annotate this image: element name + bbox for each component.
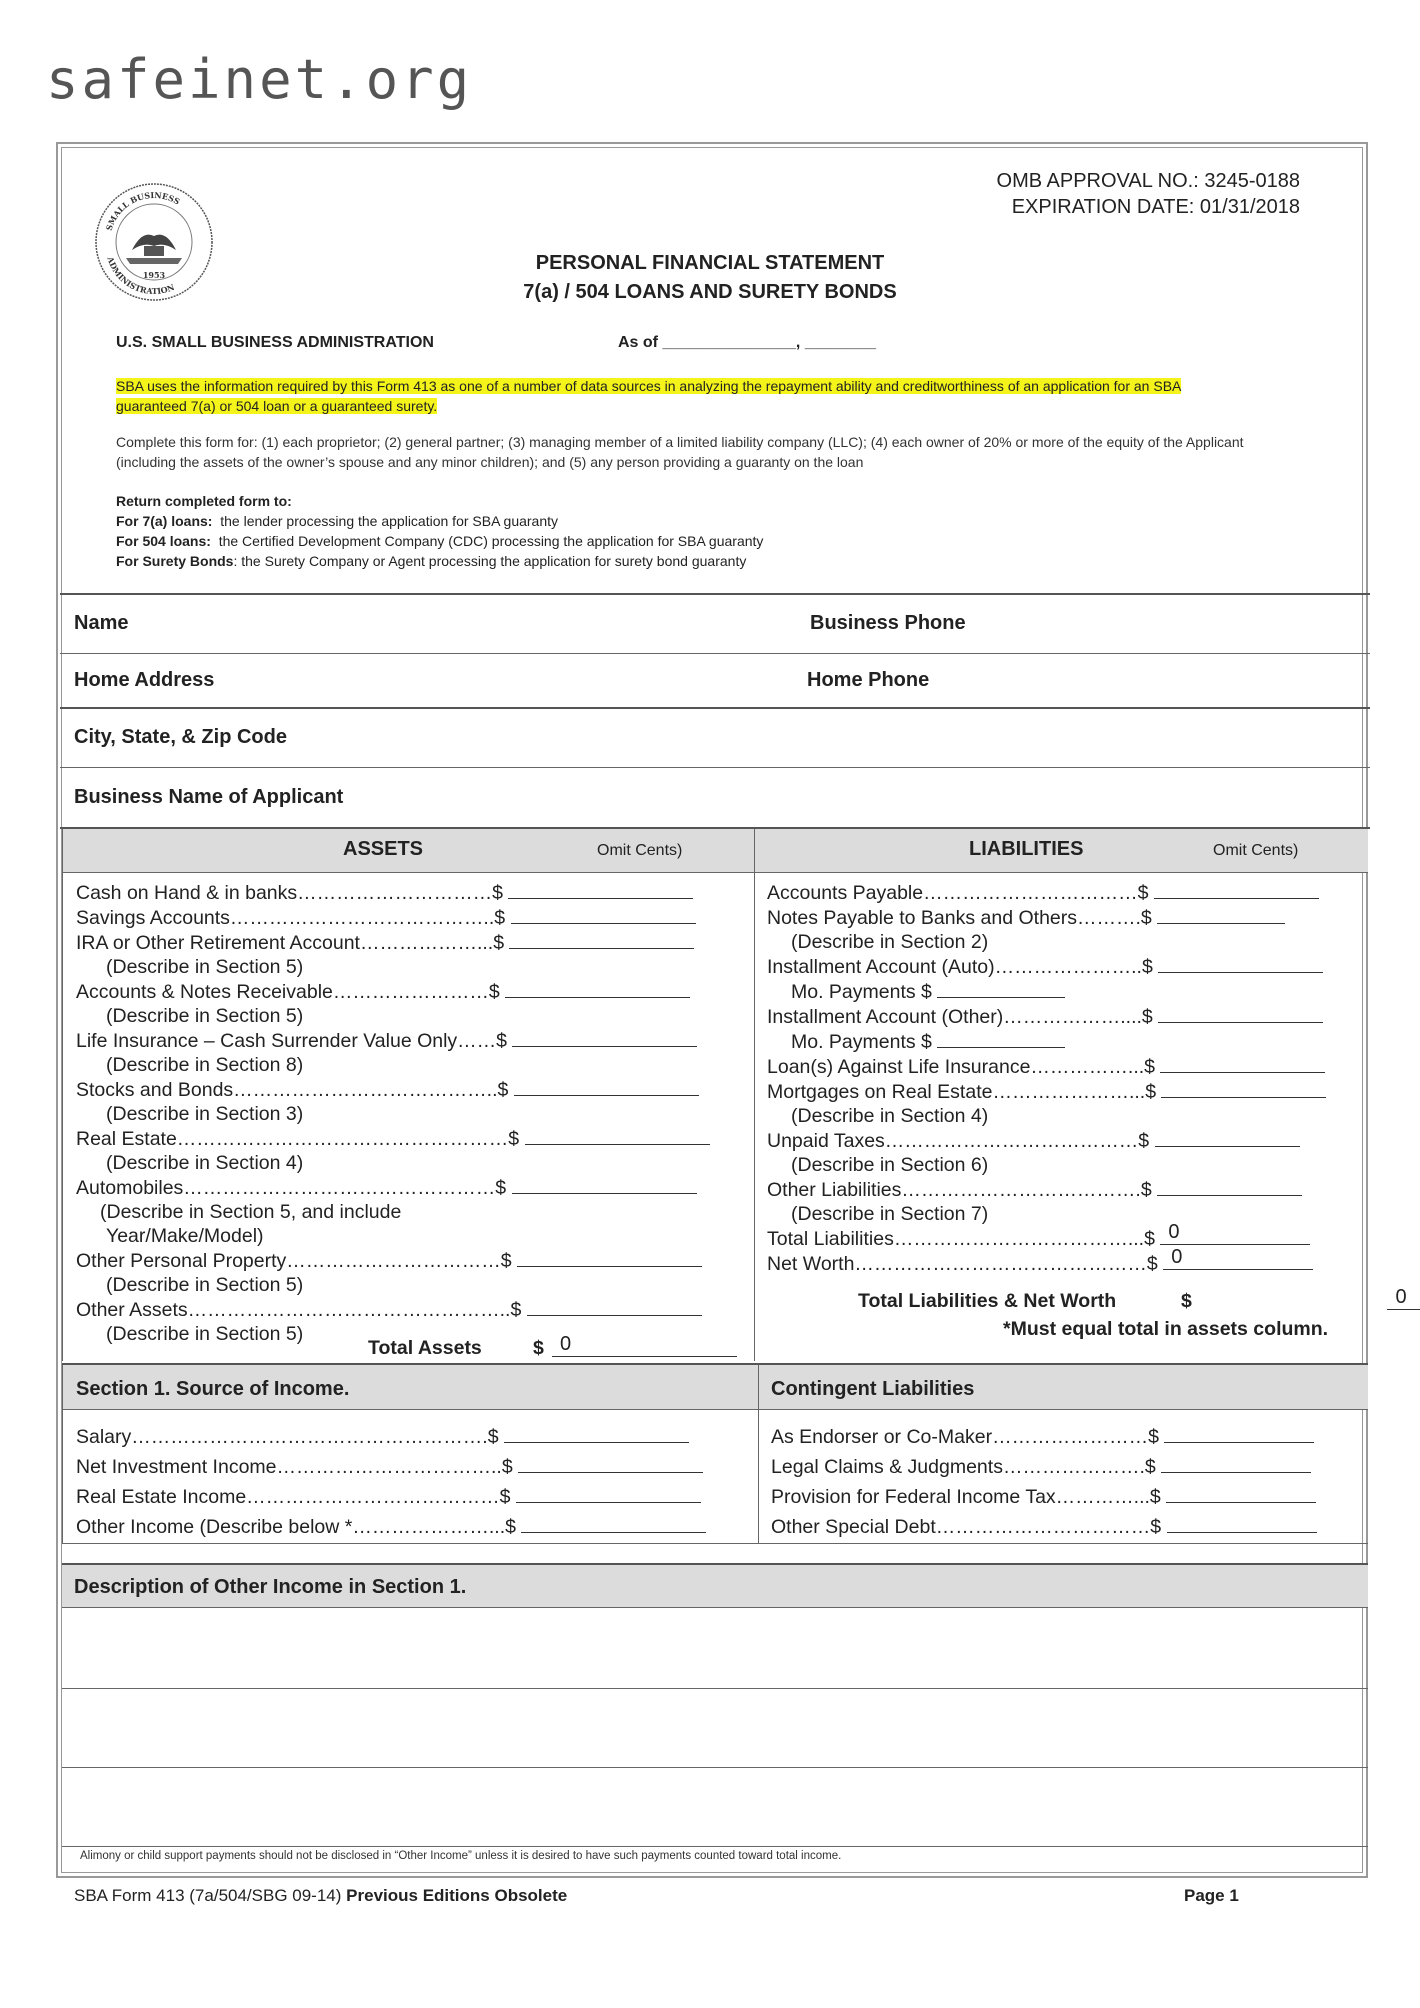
liability-line: Unpaid Taxes…………………………………$ [767, 1128, 1326, 1153]
business-phone-label: Business Phone [810, 612, 966, 634]
other-income-row-2[interactable] [62, 1690, 1368, 1768]
liabilities-header: LIABILITIES [969, 838, 1084, 860]
return-surety: For Surety Bonds: the Surety Company or Agent processing the application for surety bond guaranty [116, 553, 747, 569]
notes-payable-input[interactable] [1157, 905, 1285, 924]
life-insurance-input[interactable] [512, 1028, 697, 1047]
contingent-list [771, 1422, 1317, 1542]
svg-text:SMALL BUSINESS [104, 190, 182, 232]
mortgages-input[interactable] [1161, 1079, 1326, 1098]
legal-claims-input[interactable] [1161, 1454, 1311, 1473]
total-assets-label: Total Assets [368, 1337, 482, 1359]
installment-other-input[interactable] [1158, 1004, 1323, 1023]
contingent-line: Provision for Federal Income Tax…………...$ [771, 1482, 1317, 1512]
income-line: Other Income (Describe below *…………………...$ [76, 1512, 706, 1542]
liability-line: Installment Account (Other)………………....$ [767, 1004, 1326, 1029]
total-liabilities-input[interactable]: 0 [1160, 1226, 1310, 1245]
name-label: Name [74, 612, 129, 634]
section1-header: Section 1. Source of Income. [76, 1378, 350, 1400]
unpaid-taxes-input[interactable] [1155, 1128, 1300, 1147]
accounts-payable-input[interactable] [1154, 880, 1319, 899]
asset-note: (Describe in Section 5, and include [100, 1201, 402, 1223]
footer-page-number: Page 1 [1184, 1886, 1239, 1905]
return-504: For 504 loans: the Certified Development Company (CDC) processing the application for SBA guaranty [116, 533, 764, 549]
asset-line: Life Insurance – Cash Surrender Value Only……$ [76, 1028, 710, 1053]
contingent-line: As Endorser or Co-Maker……………………$ [771, 1422, 1317, 1452]
liability-line: Other Liabilities……………………………….$ [767, 1177, 1326, 1202]
liability-note: (Describe in Section 6) [791, 1154, 989, 1176]
asset-line: IRA or Other Retirement Account………………...$ [76, 930, 710, 955]
life-loans-input[interactable] [1160, 1054, 1325, 1073]
liability-note: (Describe in Section 7) [791, 1203, 989, 1225]
complete-for-instructions: Complete this form for: (1) each proprietor; (2) general partner; (3) managing member of a limited liability company (LLC); (4) each owner of 20% or more of the equity of the Applicant (including the assets of the owner’s spouse and any minor children); and (5) any person providing a guaranty on the loan [116, 434, 1244, 470]
liability-line: Mortgages on Real Estate…………………...$ [767, 1079, 1326, 1104]
watermark: safeinet.org [46, 48, 473, 111]
liability-note: (Describe in Section 4) [791, 1105, 989, 1127]
city-state-zip-input[interactable] [330, 716, 1350, 756]
form-subtitle: 7(a) / 504 LOANS AND SURETY BONDS [523, 281, 897, 303]
business-name-input[interactable] [390, 776, 1350, 816]
total-assets-dollar: $ [533, 1337, 544, 1359]
liability-line: Accounts Payable……………………………$ [767, 880, 1326, 905]
must-equal-note: *Must equal total in assets column. [1003, 1318, 1329, 1340]
asset-line: Real Estate……………………………………………$ [76, 1126, 710, 1151]
omb-approval: OMB APPROVAL NO.: 3245-0188 [996, 170, 1300, 192]
asset-note: (Describe in Section 8) [106, 1054, 304, 1076]
liability-line: Mo. Payments $ [767, 979, 1326, 1004]
salary-input[interactable] [504, 1424, 689, 1443]
business-phone-input[interactable] [1000, 604, 1350, 644]
as-of-date: As of _______________, ________ [618, 334, 876, 351]
assets-omit-cents: Omit Cents) [597, 842, 683, 859]
income-line: Net Investment Income……………………………..$ [76, 1452, 706, 1482]
asset-line: Other Assets…………………………………………..$ [76, 1297, 710, 1322]
other-payments-input[interactable] [937, 1029, 1065, 1048]
liability-line: Net Worth………………………………………$ 0 [767, 1251, 1326, 1276]
home-phone-label: Home Phone [807, 669, 930, 691]
form-title: PERSONAL FINANCIAL STATEMENT [535, 252, 885, 274]
liabilities-omit-cents: Omit Cents) [1213, 842, 1299, 859]
other-income-row-3[interactable] [62, 1769, 1368, 1847]
ira-input[interactable] [509, 930, 694, 949]
liability-line: Mo. Payments $ [767, 1029, 1326, 1054]
business-name-label: Business Name of Applicant [74, 786, 344, 808]
total-liab-networth-dollar: $ [1181, 1290, 1192, 1312]
liabilities-list [767, 880, 1326, 1276]
footer-form-id: SBA Form 413 (7a/504/SBG 09-14) Previous Editions Obsolete [74, 1886, 568, 1905]
liability-line: Total Liabilities………………………………...$ 0 [767, 1226, 1326, 1251]
liability-line: Notes Payable to Banks and Others……….$ [767, 905, 1326, 930]
asset-note: (Describe in Section 3) [106, 1103, 304, 1125]
real-estate-income-input[interactable] [516, 1484, 701, 1503]
contingent-line: Legal Claims & Judgments………………….$ [771, 1452, 1317, 1482]
liability-line: Loan(s) Against Life Insurance……………...$ [767, 1054, 1326, 1079]
auto-payments-input[interactable] [937, 979, 1065, 998]
asset-line: Stocks and Bonds…………………………………..$ [76, 1077, 710, 1102]
income-line: Real Estate Income…………………………………$ [76, 1482, 706, 1512]
other-assets-input[interactable] [527, 1297, 702, 1316]
federal-tax-input[interactable] [1166, 1484, 1316, 1503]
asset-line: Other Personal Property……………………………$ [76, 1248, 710, 1273]
asset-note: (Describe in Section 5) [106, 1323, 304, 1345]
assets-list [76, 880, 710, 1346]
other-income-header: Description of Other Income in Section 1. [74, 1576, 467, 1598]
investment-income-input[interactable] [518, 1454, 703, 1473]
total-assets-input[interactable]: 0 [552, 1338, 737, 1357]
asset-note: (Describe in Section 5) [106, 1005, 304, 1027]
income-line: Salary……………………………………………….$ [76, 1422, 706, 1452]
other-income-input[interactable] [521, 1514, 706, 1533]
receivables-input[interactable] [505, 979, 690, 998]
stocks-input[interactable] [514, 1077, 699, 1096]
seal-text-bottom: ADMINISTRATION [105, 255, 176, 297]
total-liab-networth-input[interactable]: 0 [1387, 1291, 1420, 1310]
income-list [76, 1422, 706, 1542]
city-state-zip-label: City, State, & Zip Code [74, 726, 287, 748]
installment-auto-input[interactable] [1158, 954, 1323, 973]
asset-note: (Describe in Section 4) [106, 1152, 304, 1174]
automobiles-input[interactable] [512, 1175, 697, 1194]
contingent-line: Other Special Debt……………………………$ [771, 1512, 1317, 1542]
real-estate-input[interactable] [525, 1126, 710, 1145]
personal-property-input[interactable] [517, 1248, 702, 1267]
liability-note: (Describe in Section 2) [791, 931, 989, 953]
special-debt-input[interactable] [1167, 1514, 1317, 1533]
asset-line: Cash on Hand & in banks…………………………$ [76, 880, 710, 905]
name-input[interactable] [190, 604, 780, 644]
cash-input[interactable] [508, 880, 693, 899]
agency-name: U.S. SMALL BUSINESS ADMINISTRATION [116, 334, 434, 351]
asset-line: Automobiles…………………………………………$ [76, 1175, 710, 1200]
net-worth-input[interactable]: 0 [1163, 1251, 1313, 1270]
savings-input[interactable] [511, 905, 696, 924]
return-title: Return completed form to: [116, 493, 292, 509]
home-address-label: Home Address [74, 669, 215, 691]
return-7a: For 7(a) loans: the lender processing the application for SBA guaranty [116, 513, 559, 529]
asset-line: Accounts & Notes Receivable……………………$ [76, 979, 710, 1004]
seal-year: 1953 [142, 270, 166, 280]
asset-note: (Describe in Section 5) [106, 1274, 304, 1296]
other-income-row-1[interactable] [62, 1609, 1368, 1687]
home-phone-input[interactable] [960, 660, 1350, 700]
assets-header: ASSETS [343, 838, 424, 860]
asset-line: Savings Accounts…………………………………..$ [76, 905, 710, 930]
other-liabilities-input[interactable] [1157, 1177, 1302, 1196]
asset-note: Year/Make/Model) [106, 1225, 264, 1247]
liability-line: Installment Account (Auto)…………………..$ [767, 954, 1326, 979]
purpose-statement: SBA uses the information required by this Form 413 as one of a number of data sources in analyzing the repayment ability and creditworthiness of an application for an SBA guaranteed 7(a) or 504 loan or a guaranteed surety. [116, 378, 1182, 414]
endorser-input[interactable] [1164, 1424, 1314, 1443]
seal-text-top: SMALL BUSINESS [103, 189, 182, 232]
total-liab-networth-label: Total Liabilities & Net Worth [858, 1290, 1117, 1312]
home-address-input[interactable] [240, 660, 780, 700]
contingent-header: Contingent Liabilities [771, 1378, 975, 1400]
asset-note: (Describe in Section 5) [106, 956, 304, 978]
expiration-date: EXPIRATION DATE: 01/31/2018 [1011, 196, 1300, 218]
alimony-note: Alimony or child support payments should not be disclosed in “Other Income” unless it is desired to have such payments counted toward total income. [80, 1850, 842, 1862]
